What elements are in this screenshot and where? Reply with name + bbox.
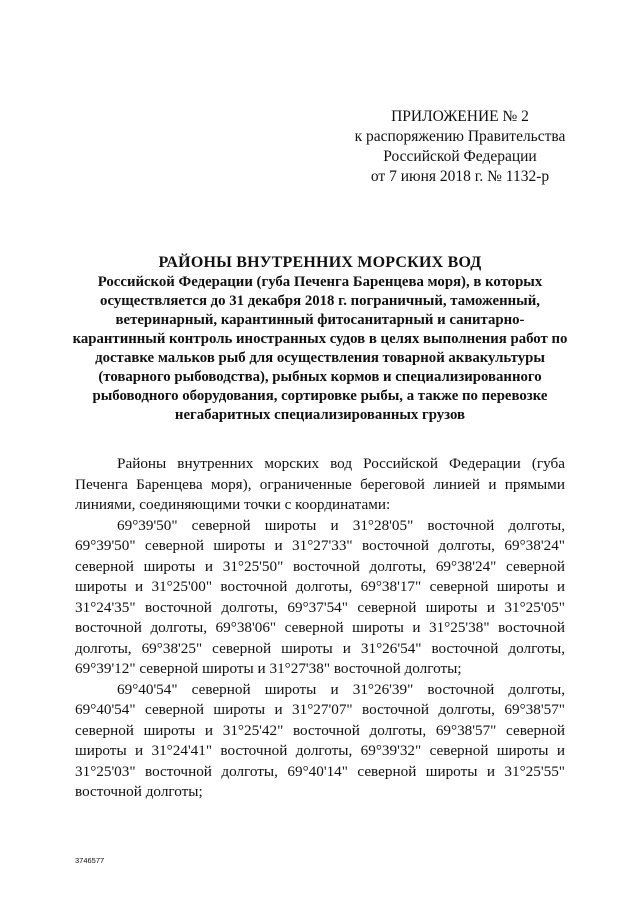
appendix-authority: Российской Федерации [383,148,537,165]
appendix-date: от 7 июня 2018 г. № 1132-р [370,168,550,185]
appendix-header [340,107,580,187]
coordinates-paragraph-1: 69°39'50" северной широты и 31°28'05" восточной долготы, 69°39'50" северной широты и 31°27'33" восточной долготы, 69°38'24" северной широты и 31°25'50" восточной долготы, 69°38'24" северной широты и 31°25'00" восточной долготы, 69°38'17" северной широты и 31°24'35" восточной долготы, 69°37'54" северной широты и 31°25'05" восточной долготы, 69°38'06" северной широты и 31°25'38" восточной долготы, 69°38'25" северной широты и 31°26'54" восточной долготы, 69°39'12" северной широты и 31°27'38" восточной долготы; [75,516,565,677]
appendix-reference: к распоряжению Правительства [354,128,566,145]
coordinates-paragraph-2: 69°40'54" северной широты и 31°26'39" восточной долготы, 69°40'54" северной широты и 31°27'07" восточной долготы, 69°38'57" северной широты и 31°25'42" восточной долготы, 69°38'57" северной широты и 31°24'41" восточной долготы, 69°39'32" северной широты и 31°25'03" восточной долготы, 69°40'14" северной широты и 31°25'55" восточной долготы; [75,680,565,800]
appendix-number: ПРИЛОЖЕНИЕ № 2 [391,108,529,125]
document-body [75,454,565,803]
title-subtitle: Российской Федерации (губа Печенга Баренцева моря), в которых осуществляется до 31 декабря 2018 г. пограничный, таможенный, ветеринарный, карантинный фитосанитарный и санитарно-карантинный контроль иностранных судов в целях выполнения работ по доставке мальков рыб для осуществления товарной аквакультуры (товарного рыбоводства), рыбных кормов и специализированного рыбоводного оборудования, сортировке рыбы, а также по перевозке негабаритных специализированных грузов [72,274,568,423]
body-intro-paragraph: Районы внутренних морских вод Российской Федерации (губа Печенга Баренцева моря), ограниченные береговой линией и прямыми линиями, соединяющими точки с координатами: [75,455,565,513]
document-title [70,253,570,425]
title-main: РАЙОНЫ ВНУТРЕННИХ МОРСКИХ ВОД [158,254,482,271]
document-code: 3746577 [75,856,105,865]
